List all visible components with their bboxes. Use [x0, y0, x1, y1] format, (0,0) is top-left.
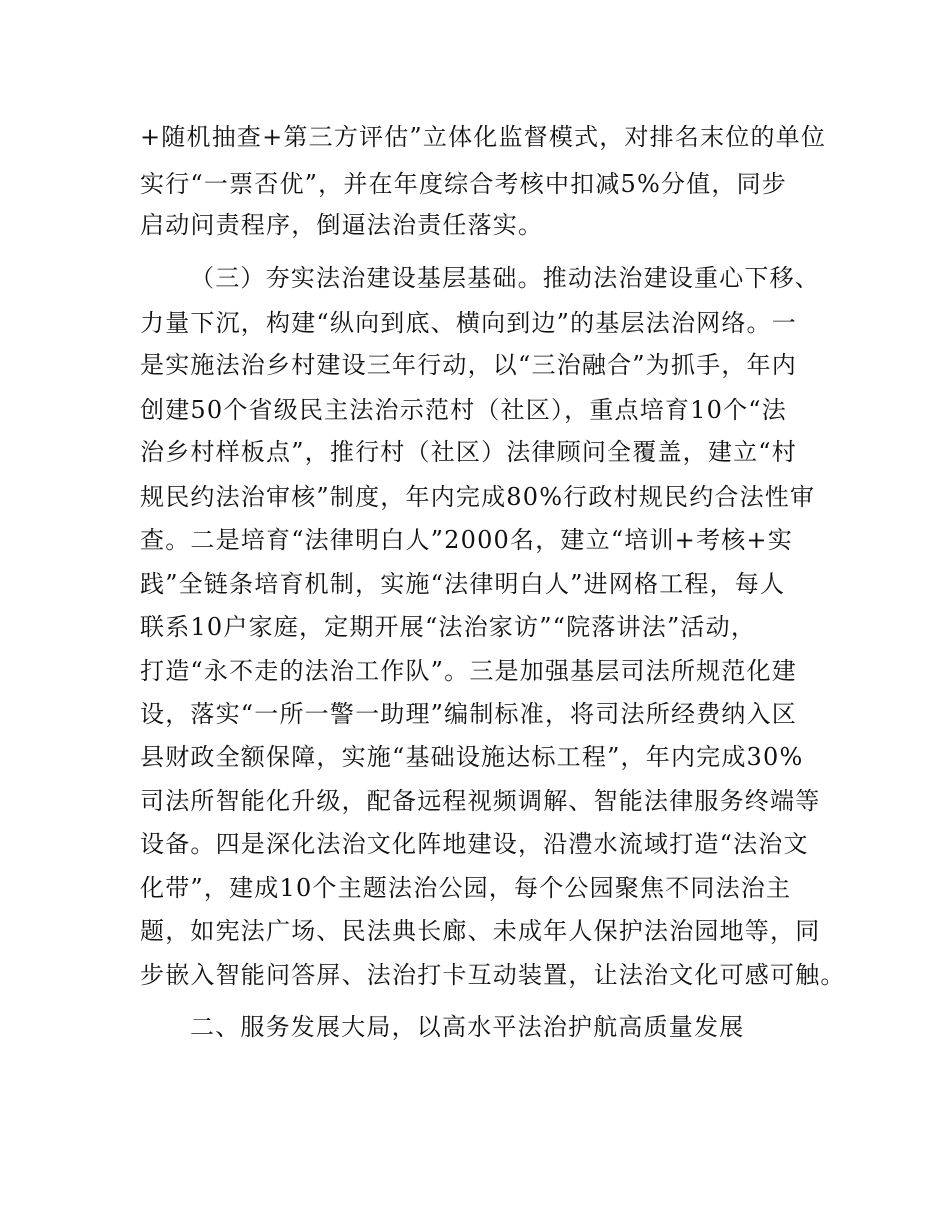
text-line: 是实施法治乡村建设三年行动，以“三治融合”为抓手，年内: [140, 351, 797, 379]
text-line: 设备。四是深化法治文化阵地建设，沿澧水流域打造“法治文: [140, 830, 809, 858]
text-line: 力量下沉，构建“纵向到底、横向到边”的基层法治网络。一: [140, 309, 797, 337]
text-line: 县财政全额保障，实施“基础设施达标工程”，年内完成30%: [140, 743, 804, 771]
text-line: 治乡村样板点”，推行村（社区）法律顾问全覆盖，建立“村: [140, 438, 797, 466]
text-line: 联系10户家庭，定期开展“法治家访”“院落讲法”活动，: [140, 613, 757, 641]
section-heading-paragraph-start: （三）夯实法治建设基层基础。推动法治建设重心下移、: [190, 264, 820, 292]
text-line: 设，落实“一所一警一助理”编制标准，将司法所经费纳入区: [140, 700, 797, 728]
text-line: 查。二是培育“法律明白人”2000名，建立“培训+考核+实: [140, 526, 793, 554]
text-line: 化带”，建成10个主题法治公园，每个公园聚焦不同法治主: [140, 874, 792, 902]
text-line: 实行“一票否优”，并在年度综合考核中扣减5%分值，同步: [140, 170, 788, 198]
text-line: 规民约法治审核”制度，年内完成80%行政村规民约合法性审: [140, 483, 816, 511]
text-line: 创建50个省级民主法治示范村（社区），重点培育10个“法: [140, 396, 787, 424]
text-line: 题，如宪法广场、民法典长廊、未成年人保护法治园地等，同: [140, 917, 821, 945]
text-line: 践”全链条培育机制，实施“法律明白人”进网格工程，每人: [140, 570, 786, 598]
text-line: 打造“永不走的法治工作队”。三是加强基层司法所规范化建: [140, 657, 797, 685]
text-line: 启动问责程序，倒逼法治责任落实。: [140, 211, 544, 239]
text-line: +随机抽查+第三方评估”立体化监督模式，对排名末位的单位: [140, 123, 827, 151]
section-heading: 二、服务发展大局，以高水平法治护航高质量发展: [190, 1013, 745, 1041]
text-line: 步嵌入智能问答屏、法治打卡互动装置，让法治文化可感可触。: [140, 961, 846, 989]
text-line: 司法所智能化升级，配备远程视频调解、智能法律服务终端等: [140, 787, 821, 815]
